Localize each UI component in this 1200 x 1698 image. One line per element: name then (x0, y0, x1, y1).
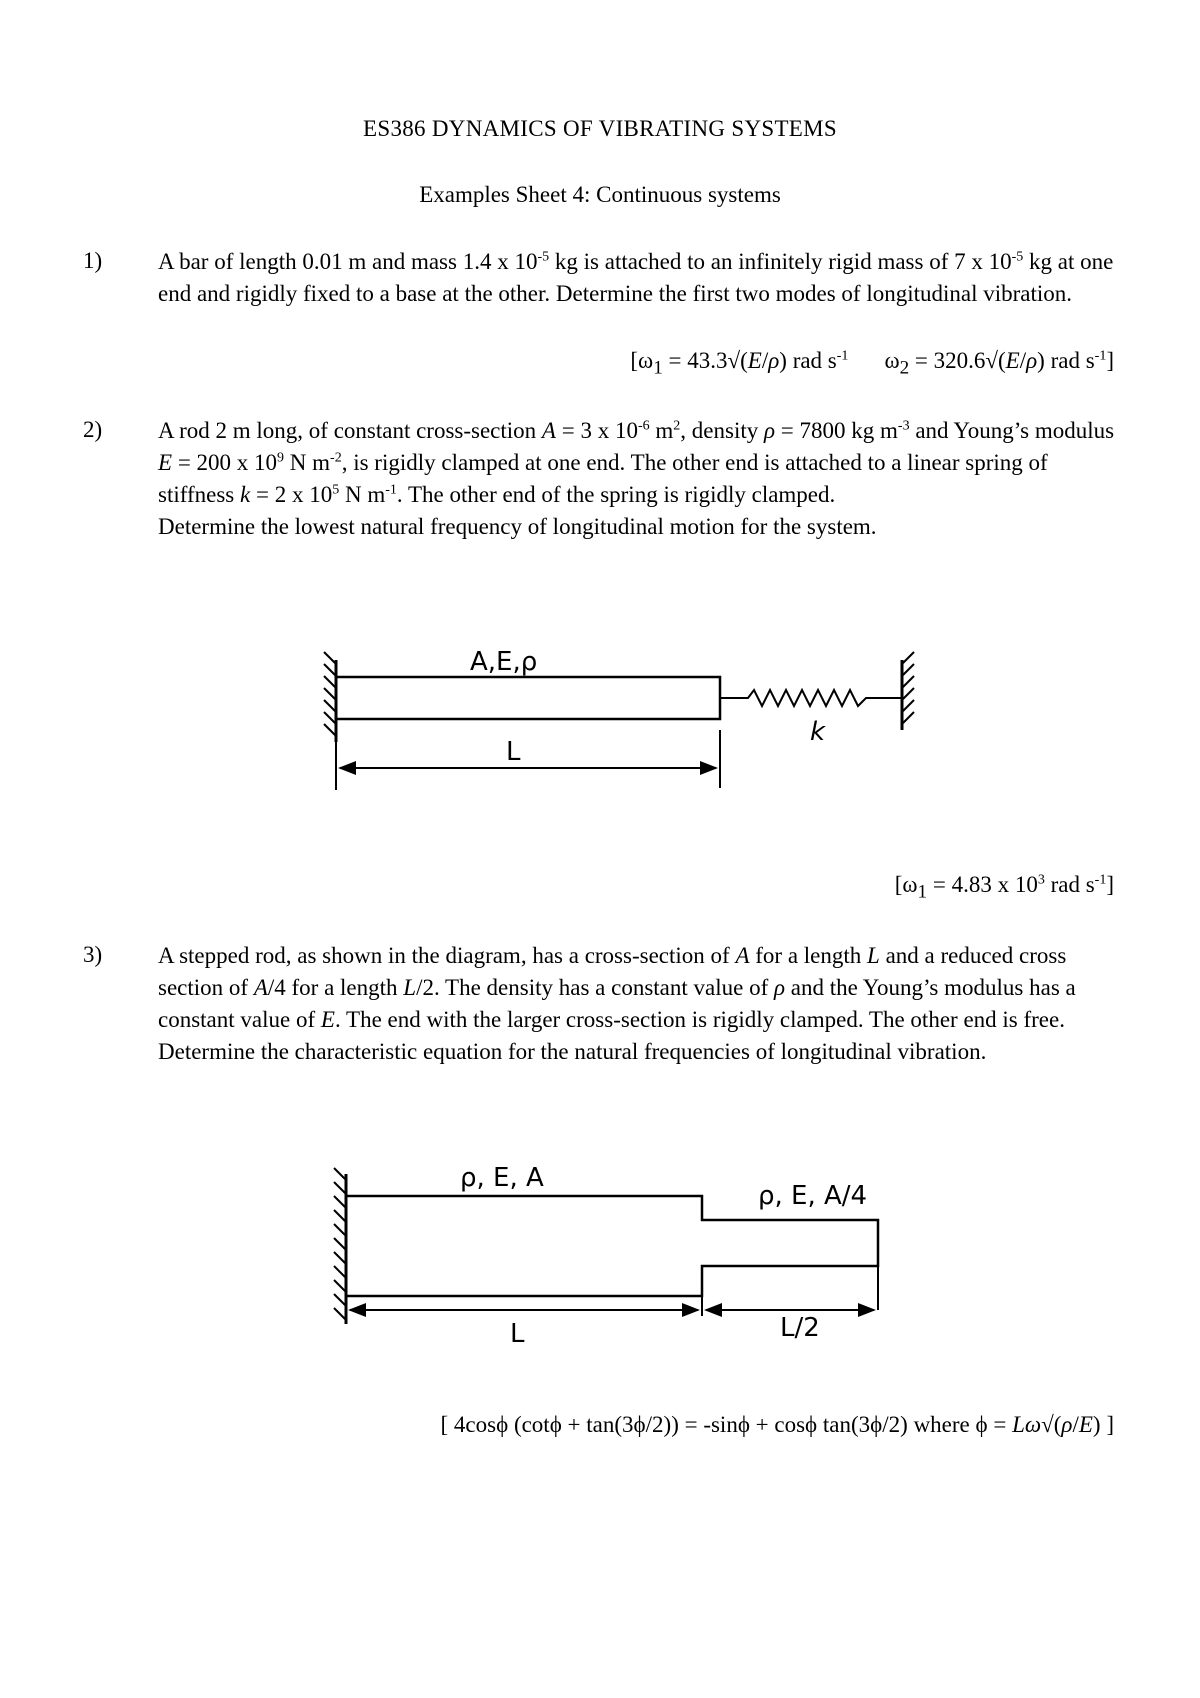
right-section-label: ρ, E, A/4 (758, 1181, 868, 1211)
question-3-answer: [ 4cosϕ (cotϕ + tan(3ϕ/2)) = -sinϕ + cosϕ tan(3ϕ/2) where ϕ = Lω√(ρ/E) ] (440, 1412, 1114, 1437)
question-2-number: 2) (83, 417, 103, 442)
arrowhead-L-left-icon (348, 1303, 366, 1317)
question-3-number: 3) (83, 942, 103, 967)
wall-hatching (334, 1168, 346, 1320)
arrowhead-L-right-icon (682, 1303, 700, 1317)
question-1-text: A bar of length 0.01 m and mass 1.4 x $10^{-5}$ kg is attached to an infinitely rigid mass of 7 x $10^{-5}$ kg at one end and rigidly fixed to a base at the other. Determine the first two modes of longitudinal vibration. (158, 249, 1114, 306)
uniform-rod (336, 677, 720, 719)
rod-length-label: L (506, 737, 521, 767)
stepped-rod-diagram (310, 1160, 910, 1350)
question-1-answer: [$\omega_1 = 43.3√(E/\rho)$ rad $s^{-1}$ $\omega_2 = 320.6√(E/\rho)$ rad $s^{-1}$] (630, 348, 1114, 379)
page-subtitle: Examples Sheet 4: Continuous systems (419, 182, 781, 207)
left-section-label: ρ, E, A (460, 1163, 544, 1193)
arrowhead-L2-left-icon (704, 1303, 722, 1317)
arrowhead-L2-right-icon (858, 1303, 876, 1317)
rod-properties-label: A,E,ρ (470, 647, 538, 677)
question-1-number: 1) (83, 248, 103, 273)
page-title: ES386 DYNAMICS OF VIBRATING SYSTEMS (363, 116, 837, 141)
rod-spring-diagram (300, 640, 980, 810)
question-2-answer: [$\omega_1 = 4.83$ x $10^3$ rad $s^{-1}$] (894, 872, 1114, 903)
left-wall-hatching (324, 652, 336, 736)
stepped-rod-outline (346, 1196, 878, 1296)
arrowhead-right-icon (700, 761, 718, 775)
right-wall-hatching (902, 652, 914, 724)
length-label-L2: L/2 (780, 1313, 820, 1343)
spring-stiffness-label: k (810, 717, 826, 747)
question-3-text: A stepped rod, as shown in the diagram, has a cross-section of A for a length L and a reduced cross section of A/4 for a length L/2. The density has a constant value of ρ and the Young’s modulus has a constant value of E. The end with the larger cross-section is rigidly clamped. The other end is free. Determine the characteristic equation for the natural frequencies of longitudinal vibration. (158, 943, 1076, 1064)
spring-icon (720, 690, 902, 706)
arrowhead-left-icon (338, 761, 356, 775)
question-2-text: A rod 2 m long, of constant cross-section A = 3 x $10^{-6}$ $m^2$, density ρ = 7800 kg $m^{-3}$ and Young’s modulus E = 200 x $10^9$ N $m^{-2}$, is rigidly clamped at one end. The other end is attached to a linear spring of stiffness k = 2 x $10^5$ N $m^{-1}$. The other end of the spring is rigidly clamped. Determine the lowest natural frequency of longitudinal motion for the system. (158, 418, 1115, 539)
length-label-L: L (510, 1319, 525, 1349)
